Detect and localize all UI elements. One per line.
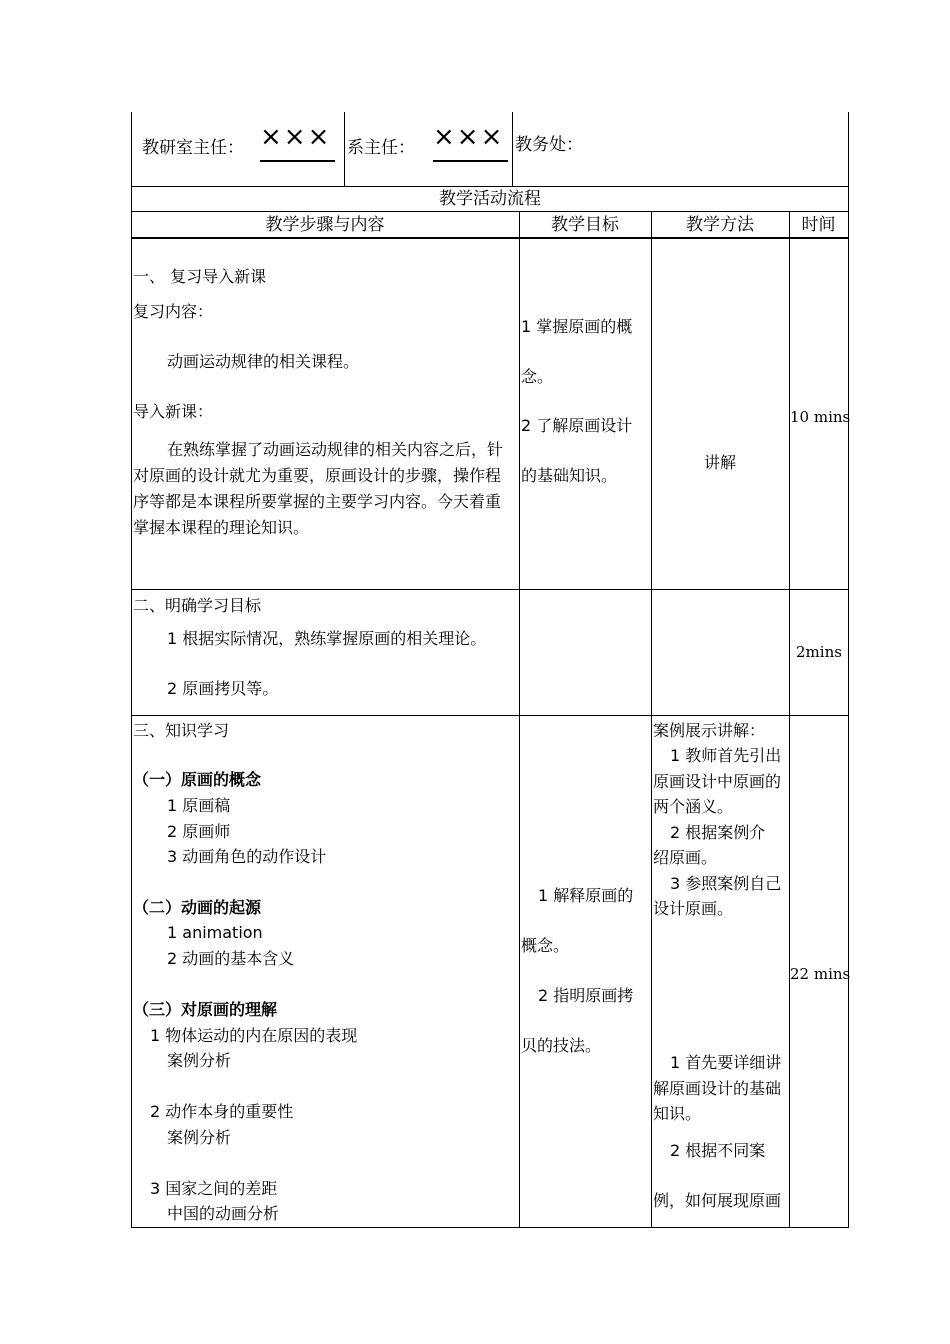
row3-sec3-item: 案例分析: [167, 1051, 232, 1070]
row3-method-line: 1 教师首先引出: [670, 746, 782, 765]
row3-method-line: 1 首先要详细讲: [670, 1053, 782, 1072]
table-title: 教学活动流程: [439, 189, 541, 209]
row1-time: 10 mins: [790, 408, 851, 426]
office-label: 教务处：: [515, 135, 583, 155]
row2-item: 2 原画拷贝等。: [167, 679, 279, 698]
sig-divider-2: [512, 112, 513, 186]
col-divider-1: [519, 211, 520, 1227]
row3-sec3-item: 案例分析: [167, 1128, 232, 1147]
row1-goal-line: 1 掌握原画的概: [521, 317, 633, 336]
col-divider-2: [651, 211, 652, 1227]
row3-method-line: 解原画设计的基础: [653, 1079, 782, 1098]
director-underline: [260, 160, 335, 162]
row2-bottom-line: [131, 715, 849, 716]
row1-intro-label: 导入新课：: [133, 402, 214, 421]
row3-sec3-item: 中国的动画分析: [167, 1204, 280, 1223]
row3-method-line: 2 根据不同案: [670, 1141, 766, 1160]
row3-method-line: 两个涵义。: [653, 797, 734, 816]
row3-sec3-item: 2 动作本身的重要性: [150, 1102, 294, 1121]
row3-goal-line: 概念。: [521, 936, 570, 955]
row3-sec2-item: 2 动画的基本含义: [167, 949, 295, 968]
row1-review-text: 动画运动规律的相关课程。: [167, 352, 360, 371]
row3-sec1-item: 2 原画师: [167, 822, 231, 841]
row2-time: 2mins: [796, 643, 842, 661]
row3-sec1-item: 1 原画稿: [167, 796, 231, 815]
col-divider-3: [789, 211, 790, 1227]
row3-sec2-title: （二）动画的起源: [133, 898, 262, 917]
row3-goal-line: 1 解释原画的: [538, 886, 634, 905]
director-label: 教研室主任：: [142, 138, 244, 158]
dept-signature: ×××: [433, 122, 505, 152]
dept-label: 系主任：: [347, 138, 415, 158]
row1-intro-line: 掌握本课程的理论知识。: [133, 518, 310, 537]
dept-underline: [433, 160, 508, 162]
row3-method-line: 例，如何展现原画: [653, 1191, 782, 1210]
row3-method-line: 案例展示讲解：: [653, 721, 766, 740]
row3-method-line: 2 根据案例介: [670, 823, 766, 842]
row3-sec1-item: 3 动画角色的动作设计: [167, 847, 327, 866]
header-method: 教学方法: [686, 215, 754, 235]
row3-goal-line: 贝的技法。: [521, 1036, 602, 1055]
row2-heading: 二、明确学习目标: [133, 596, 262, 615]
row1-method: 讲解: [703, 453, 736, 472]
row3-sec3-title: （三）对原画的理解: [133, 1000, 278, 1019]
row1-intro-line: 序等都是本课程所要掌握的主要学习内容。今天着重: [133, 492, 502, 511]
row3-sec1-title: （一）原画的概念: [133, 770, 262, 789]
row3-method-line: 知识。: [653, 1104, 702, 1123]
row1-heading: 一、 复习导入新课: [133, 267, 267, 286]
row3-sec3-item: 1 物体运动的内在原因的表现: [150, 1026, 358, 1045]
row3-sec3-item: 3 国家之间的差距: [150, 1179, 278, 1198]
row3-goal-line: 2 指明原画拷: [538, 986, 634, 1005]
table-left-border: [131, 112, 132, 1228]
row3-method-line: 原画设计中原画的: [653, 772, 782, 791]
row1-bottom-line: [131, 589, 849, 590]
row3-heading: 三、知识学习: [133, 721, 230, 740]
row1-review-label: 复习内容：: [133, 302, 214, 321]
row1-goal-line: 的基础知识。: [521, 466, 618, 485]
row2-item: 1 根据实际情况，熟练掌握原画的相关理论。: [167, 629, 487, 648]
table-bottom-line: [131, 1227, 849, 1228]
row1-goal-line: 2 了解原画设计: [521, 416, 633, 435]
title-bottom-line: [131, 211, 849, 212]
header-time: 时间: [801, 215, 836, 235]
sig-bottom-line: [131, 186, 849, 187]
header-steps: 教学步骤与内容: [265, 215, 385, 235]
director-signature: ×××: [260, 122, 332, 152]
row3-method-line: 3 参照案例自己: [670, 874, 782, 893]
header-bottom-line: [131, 237, 849, 239]
row3-method-line: 绍原画。: [653, 848, 718, 867]
row1-goal-line: 念。: [521, 367, 554, 386]
sig-divider-1: [344, 112, 345, 186]
row1-intro-line: 对原画的设计就尤为重要，原画设计的步骤，操作程: [133, 466, 502, 485]
header-goal: 教学目标: [551, 215, 619, 235]
table-right-border: [848, 112, 849, 1228]
row1-intro-line: 在熟练掌握了动画运动规律的相关内容之后，针: [167, 440, 504, 459]
row3-sec2-item: 1 animation: [167, 923, 263, 942]
row3-time: 22 mins: [790, 965, 851, 983]
row3-method-line: 设计原画。: [653, 899, 734, 918]
